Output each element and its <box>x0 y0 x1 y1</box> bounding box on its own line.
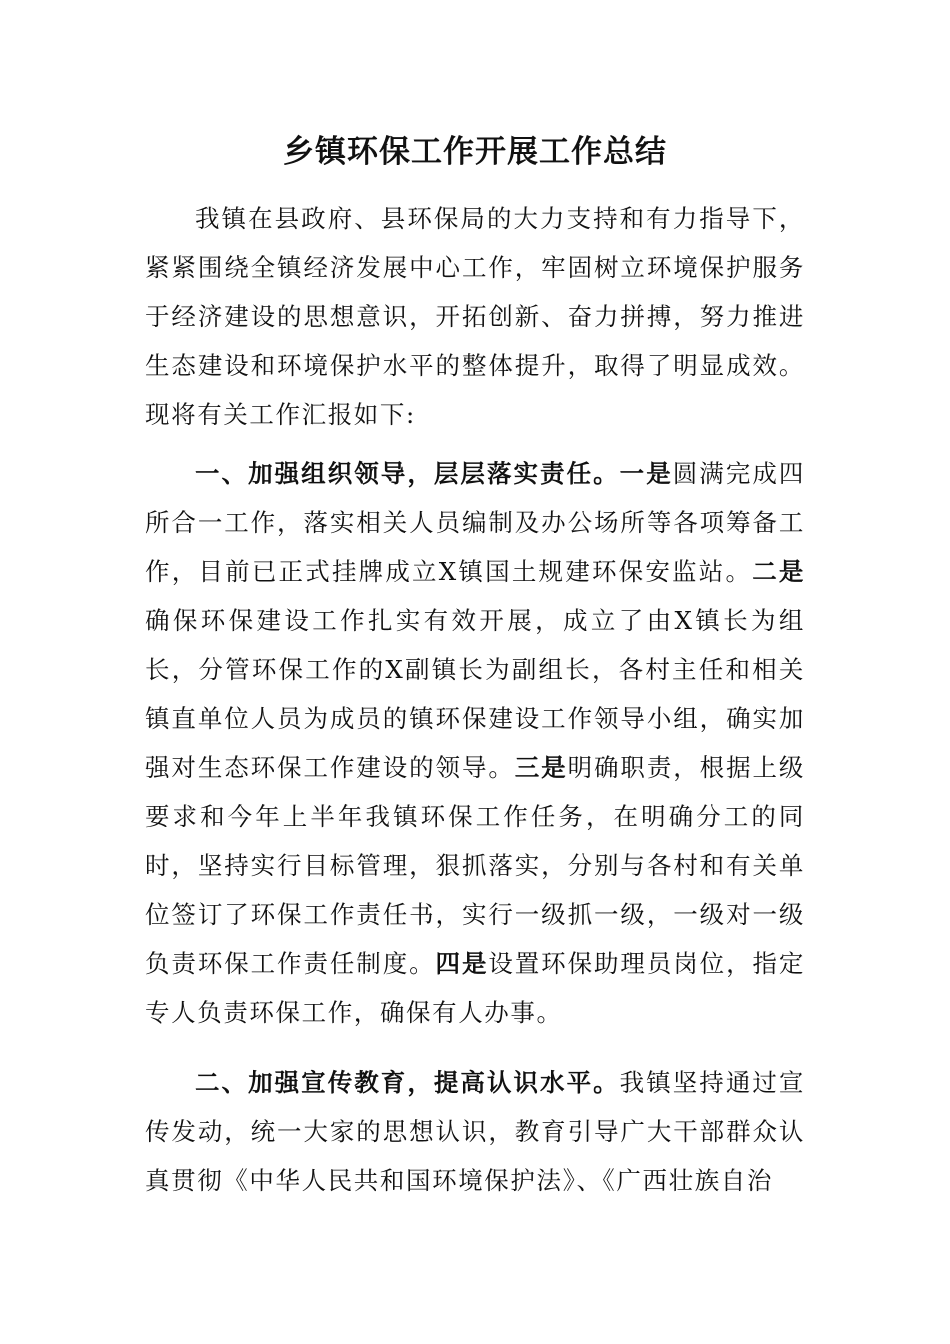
intro-paragraph: 我镇在县政府、县环保局的大力支持和有力指导下，紧紧围绕全镇经济发展中心工作，牢固树立环境保护服务于经济建设的思想意识，开拓创新、奋力拼搏，努力推进生态建设和环境保护水平的整体提升，取得了明显成效。现将有关工作汇报如下: <box>145 204 805 429</box>
section-1-paragraph <box>145 449 805 1037</box>
section-2-paragraph <box>145 1058 805 1205</box>
section-1-heading: 一、加强组织领导，层层落实责任。 <box>195 459 620 488</box>
item-4-label: 四是 <box>435 949 489 978</box>
item-4-text: 设置环保助理员岗位，指定专人负责环保工作，确保有人办事。 <box>145 949 805 1027</box>
section-2-heading: 二、加强宣传教育，提高认识水平。 <box>195 1068 620 1097</box>
section-2-text: 我镇坚持通过宣传发动，统一大家的思想认识，教育引导广大干部群众认真贯彻《中华人民共和国环境保护法》、《广西壮族自治 <box>145 1068 805 1195</box>
document-title: 乡镇环保工作开展工作总结 <box>283 134 667 170</box>
item-3-text: 明确职责，根据上级要求和今年上半年我镇环保工作任务，在明确分工的同时，坚持实行目标管理，狠抓落实，分别与各村和有关单位签订了环保工作责任书，实行一级抓一级，一级对一级负责环保工作责任制度。 <box>145 753 805 978</box>
item-1-label: 一是 <box>619 459 673 488</box>
item-2-text: 确保环保建设工作扎实有效开展，成立了由X镇长为组长，分管环保工作的X副镇长为副组长，各村主任和相关镇直单位人员为成员的镇环保建设工作领导小组，确实加强对生态环保工作建设的领导。 <box>145 606 805 782</box>
item-2-label: 二是 <box>752 557 805 586</box>
item-3-label: 三是 <box>514 753 568 782</box>
item-1-text: 圆满完成四所合一工作，落实相关人员编制及办公场所等各项筹备工作，目前已正式挂牌成立X镇国土规建环保安监站。 <box>145 459 806 586</box>
